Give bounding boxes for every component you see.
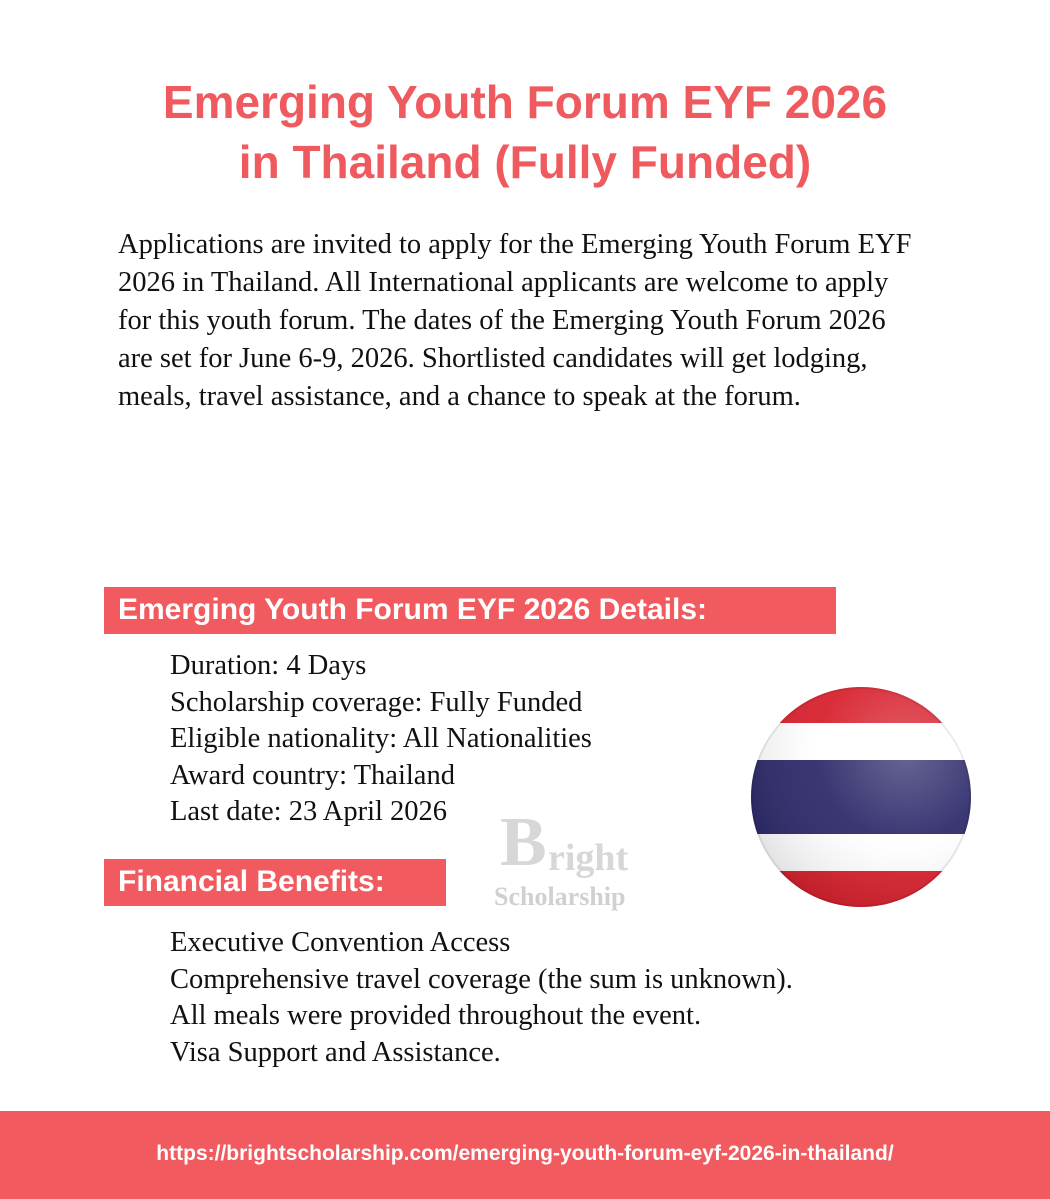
watermark-letter: B bbox=[500, 804, 547, 881]
footer-bar bbox=[0, 1111, 1050, 1199]
details-heading: Emerging Youth Forum EYF 2026 Details: bbox=[104, 587, 836, 634]
list-item: Eligible nationality: All Nationalities bbox=[170, 723, 592, 754]
thailand-flag-icon bbox=[750, 686, 972, 908]
intro-paragraph: Applications are invited to apply for the Emerging Youth Forum EYF 2026 in Thailand. All International applicants are welcome to apply for this youth forum. The dates of the Emerging Youth Forum 2026 are set for June 6-9, 2026. Shortlisted candidates will get lodging, meals, travel assistance, and a chance to speak at the forum. bbox=[118, 229, 912, 412]
list-item: All meals were provided throughout the event. bbox=[170, 1000, 702, 1031]
list-item: Scholarship coverage: Fully Funded bbox=[170, 686, 583, 718]
list-item: Executive Convention Access bbox=[170, 927, 511, 958]
watermark-word: right bbox=[548, 837, 629, 879]
bright-scholarship-watermark bbox=[494, 804, 674, 918]
list-item: Award country: Thailand bbox=[170, 759, 455, 791]
title-line-2: in Thailand (Fully Funded) bbox=[238, 136, 812, 188]
title-line-1: Emerging Youth Forum EYF 2026 bbox=[162, 76, 888, 128]
watermark-subtitle: Scholarship bbox=[494, 882, 626, 911]
list-item: Comprehensive travel coverage (the sum is unknown). bbox=[170, 963, 793, 995]
benefits-heading: Financial Benefits: bbox=[104, 859, 446, 906]
benefits-list bbox=[170, 925, 793, 1071]
list-item: Duration: 4 Days bbox=[170, 650, 367, 681]
list-item: Last date: 23 April 2026 bbox=[170, 796, 448, 827]
page-title bbox=[0, 72, 1050, 192]
footer-url-link[interactable]: https://brightscholarship.com/emerging-youth-forum-eyf-2026-in-thailand/ bbox=[156, 1142, 894, 1165]
list-item: Visa Support and Assistance. bbox=[170, 1036, 501, 1068]
